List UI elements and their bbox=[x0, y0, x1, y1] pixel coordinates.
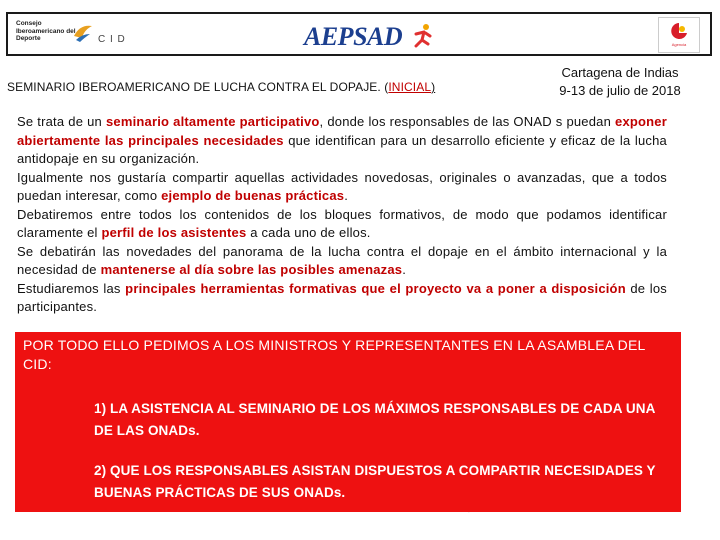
callout-box bbox=[15, 332, 681, 512]
cid-line-3: Deporte bbox=[16, 35, 41, 42]
highlight: seminario altamente participativo bbox=[105, 114, 320, 129]
runner-icon bbox=[410, 22, 436, 48]
highlight: ejemplo de buenas prácticas bbox=[161, 188, 345, 203]
highlight: exponer abiertamente las principales necesidades bbox=[17, 114, 667, 148]
cid-logo bbox=[16, 20, 126, 52]
paragraph-1: Se trata de un seminario altamente participativo, donde los responsables de las ONAD s puedan exponer abiertamente las principales necesidades que identifican para un desarrollo eficiente y eficaz de la lucha antidopaje en su organización. bbox=[17, 114, 667, 166]
aepsad-wordmark: AEPSAD bbox=[304, 22, 403, 51]
paragraph-4: Se debatirán las novedades del panorama de la lucha contra el dopaje en el ámbito internacional y la necesidad de mantenerse al día sobre las posibles amenazas. bbox=[17, 243, 667, 277]
government-seal-logo bbox=[658, 17, 700, 53]
highlight: mantenerse al día sobre las posibles amenazas bbox=[100, 262, 403, 277]
paragraph-2: Igualmente nos gustaría compartir aquellas actividades novedosas, originales o avanzadas, que a todos puedan interesar, como ejemplo de buenas prácticas. bbox=[17, 169, 667, 203]
paragraph-3: Debatiremos entre todos los contenidos de los bloques formativos, de modo que podamos identificar claramente el perfil de los asistentes a cada uno de ellos. bbox=[17, 206, 667, 240]
highlight: principales herramientas formativas que el proyecto va a poner a disposición bbox=[125, 280, 626, 296]
body-text bbox=[17, 113, 667, 317]
title-close: ) bbox=[431, 80, 436, 94]
seal-label: Agencia bbox=[671, 42, 687, 47]
seal-icon bbox=[668, 21, 690, 41]
title-tag: INICIAL bbox=[388, 80, 432, 94]
title-main: SEMINARIO IBEROAMERICANO DE LUCHA CONTRA EL DOPAJE. ( bbox=[7, 80, 389, 94]
event-place: Cartagena de Indias bbox=[561, 65, 679, 80]
callout-lead: POR TODO ELLO PEDIMOS A LOS MINISTROS Y REPRESENTANTES EN LA ASAMBLEA DEL CID: bbox=[23, 337, 645, 372]
callout-item-1: 1) LA ASISTENCIA AL SEMINARIO DE LOS MÁXIMOS RESPONSABLES DE CADA UNA DE LAS ONADs. bbox=[94, 401, 655, 438]
event-dates: 9-13 de julio de 2018 bbox=[559, 83, 681, 98]
aepsad-logo bbox=[298, 18, 438, 52]
event-place-date bbox=[540, 64, 700, 100]
cid-line-1: Consejo bbox=[16, 20, 42, 27]
cid-bird-icon bbox=[72, 22, 94, 44]
cid-line-2: Iberoamericano del bbox=[16, 27, 76, 35]
page-title bbox=[7, 80, 435, 94]
highlight: perfil de los asistentes bbox=[101, 225, 247, 240]
logo-banner bbox=[6, 12, 712, 56]
cid-letters: C I D bbox=[98, 34, 126, 45]
paragraph-5: Estudiaremos las principales herramientas formativas que el proyecto va a poner a disposición de los participantes. bbox=[17, 280, 667, 314]
callout-item-2: 2) QUE LOS RESPONSABLES ASISTAN DISPUESTOS A COMPARTIR NECESIDADES Y BUENAS PRÁCTICAS DE SUS ONADs. bbox=[94, 463, 656, 500]
